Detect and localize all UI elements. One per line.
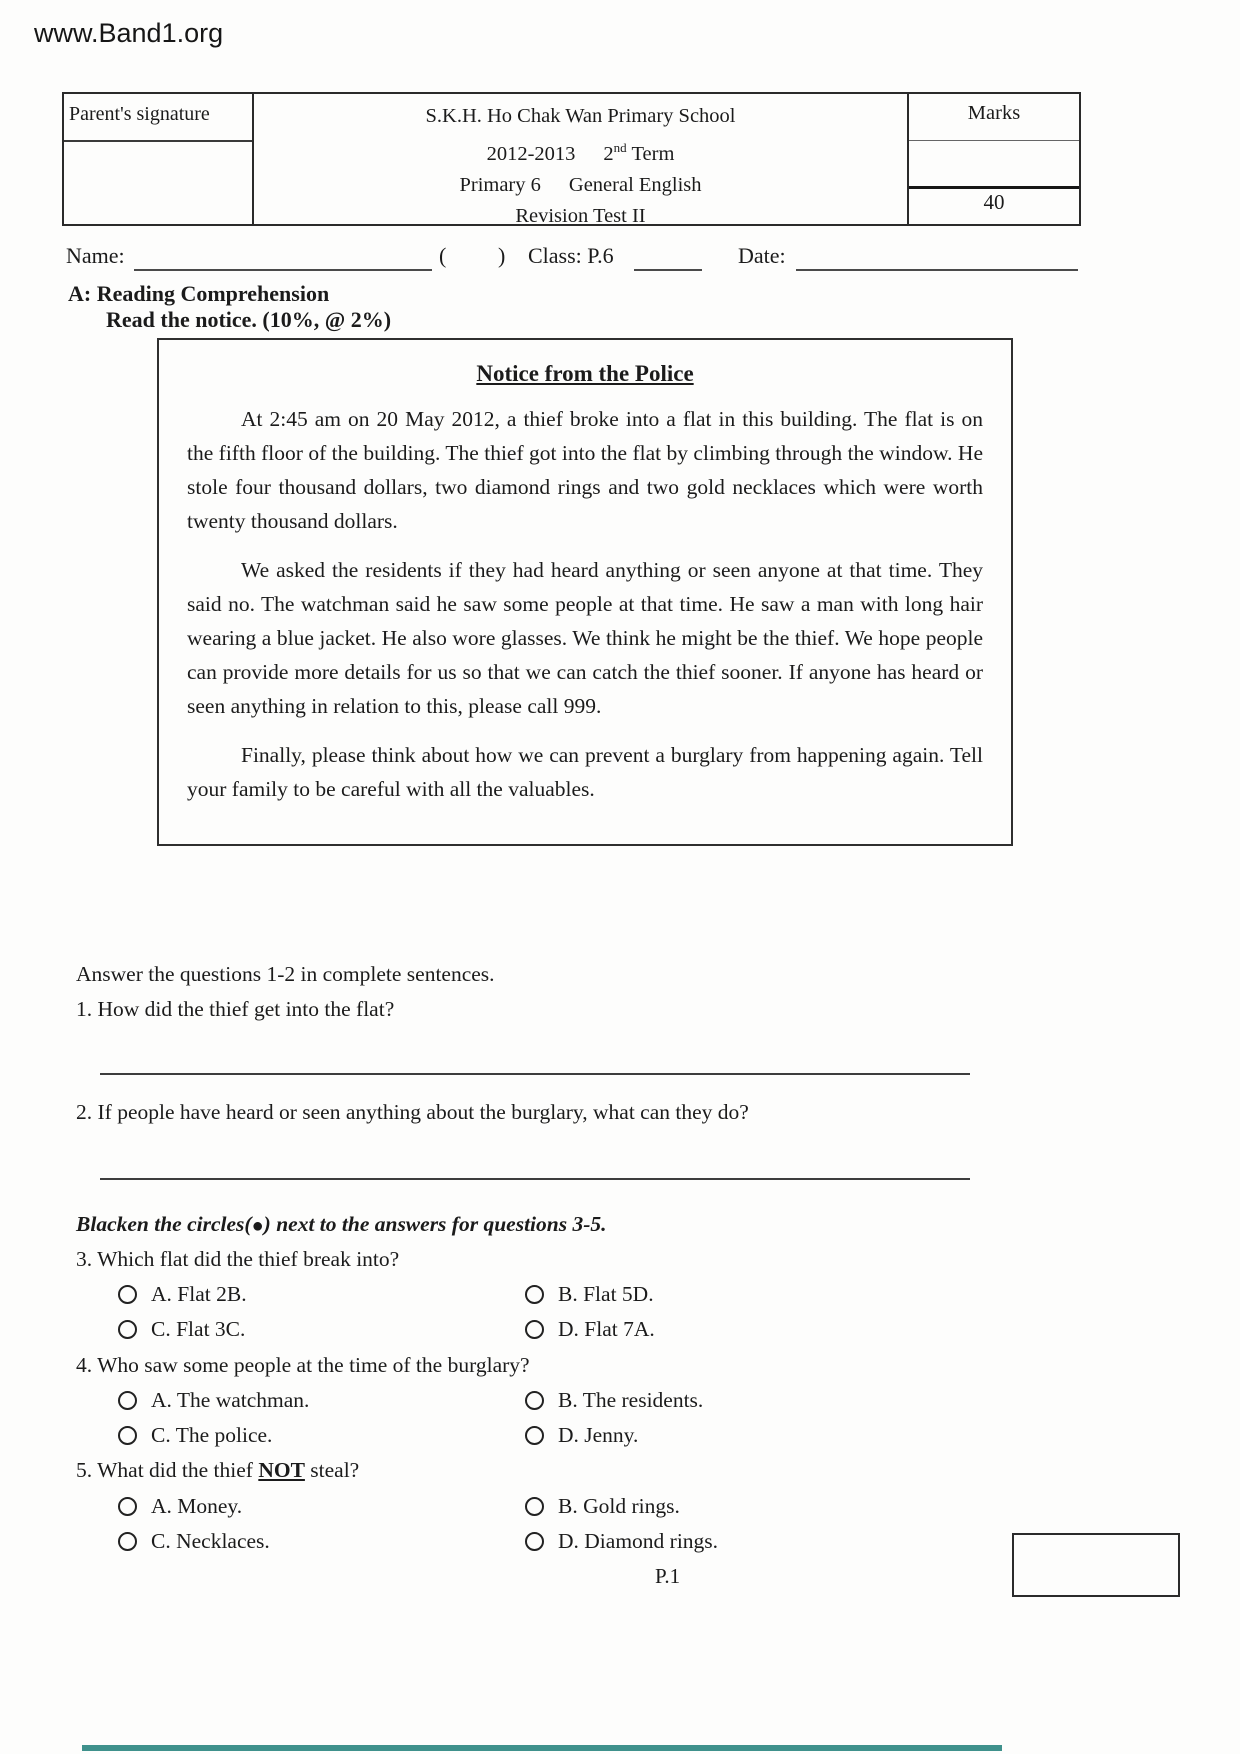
parent-signature-line[interactable] xyxy=(64,140,252,142)
notice-paragraph-3: Finally, please think about how we can prevent a burglary from happening again. Tell your family to be careful with all the valuables. xyxy=(187,743,983,801)
marks-total: 40 xyxy=(983,190,1005,214)
notice-title: Notice from the Police xyxy=(476,361,694,386)
question-2: 2. If people have heard or seen anything about the burglary, what can they do? xyxy=(76,1100,749,1124)
question-4: 4. Who saw some people at the time of the burglary? xyxy=(76,1353,530,1377)
section-a-subheading: Read the notice. (10%, @ 2%) xyxy=(106,307,392,332)
open-questions-instruction: Answer the questions 1-2 in complete sentences. xyxy=(76,962,495,986)
class-blank-field[interactable] xyxy=(634,243,702,271)
notice-paragraph-1: At 2:45 am on 20 May 2012, a thief broke into a flat in this building. The flat is on the fifth floor of the building. The thief got into the flat by climbing through the window. He stole four thousand dollars, two diamond rings and two gold necklaces which were worth twenty thousand dollars. xyxy=(187,407,983,533)
q3-option-b[interactable] xyxy=(525,1282,654,1307)
q4-option-a-label: A. The watchman. xyxy=(151,1388,310,1412)
school-year: 2012-2013 xyxy=(486,142,576,165)
term-ordinal-suffix: nd xyxy=(613,140,627,155)
q4-option-d[interactable] xyxy=(525,1423,638,1448)
question-5-not: NOT xyxy=(258,1458,305,1482)
marks-divider-top xyxy=(909,140,1079,141)
question-1-answer-line[interactable] xyxy=(100,1072,970,1075)
q4-option-d-circle[interactable] xyxy=(525,1426,544,1445)
q3-option-a[interactable] xyxy=(118,1282,247,1307)
q4-option-b[interactable] xyxy=(525,1388,703,1413)
class-number-paren-open: ( xyxy=(439,243,447,268)
q3-option-a-label: A. Flat 2B. xyxy=(151,1282,247,1306)
q3-option-d-circle[interactable] xyxy=(525,1320,544,1339)
notice-paragraph-2: We asked the residents if they had heard anything or seen anyone at that time. They said no. The watchman said he saw some people at that time. He saw a man with long hair wearing a blue jacket. He also wore glasses. We think he might be the thief. We hope people can provide more details for us so that we can catch the thief sooner. If anyone has heard or seen anything in relation to this, please call 999. xyxy=(187,558,983,718)
q5-option-b[interactable] xyxy=(525,1494,680,1519)
q3-option-c[interactable] xyxy=(118,1317,245,1342)
q4-option-c-circle[interactable] xyxy=(118,1426,137,1445)
filled-circle-icon: ● xyxy=(251,1215,264,1237)
term-number: 2 xyxy=(603,142,614,165)
q3-option-c-label: C. Flat 3C. xyxy=(151,1317,246,1341)
parent-signature-label: Parent's signature xyxy=(69,103,210,125)
mc-instruction-pre: Blacken the circles( xyxy=(76,1212,252,1236)
q5-option-c-circle[interactable] xyxy=(118,1532,137,1551)
q4-option-b-circle[interactable] xyxy=(525,1391,544,1410)
question-2-answer-line[interactable] xyxy=(100,1177,970,1180)
marks-divider-bottom xyxy=(909,186,1079,189)
bottom-scan-strip xyxy=(82,1745,1002,1751)
subject-name: General English xyxy=(568,173,702,196)
class-level: Primary 6 xyxy=(459,173,541,196)
question-1: 1. How did the thief get into the flat? xyxy=(76,997,395,1021)
question-3: 3. Which flat did the thief break into? xyxy=(76,1247,400,1271)
page-number: P.1 xyxy=(655,1564,681,1588)
q5-option-b-circle[interactable] xyxy=(525,1497,544,1516)
header-table xyxy=(62,92,1081,226)
question-5 xyxy=(76,1458,359,1483)
parent-signature-cell xyxy=(64,94,254,224)
q3-option-d[interactable] xyxy=(525,1317,655,1342)
mc-instruction-post: ) next to the answers for questions 3-5. xyxy=(263,1212,607,1236)
q4-option-a-circle[interactable] xyxy=(118,1391,137,1410)
q4-option-c[interactable] xyxy=(118,1423,272,1448)
q4-option-d-label: D. Jenny. xyxy=(558,1423,639,1447)
site-watermark: www.Band1.org xyxy=(34,18,224,48)
q5-option-c[interactable] xyxy=(118,1529,270,1554)
date-blank-field[interactable] xyxy=(796,243,1078,271)
q5-option-a-circle[interactable] xyxy=(118,1497,137,1516)
marks-cell xyxy=(907,94,1079,224)
q5-option-b-label: B. Gold rings. xyxy=(558,1494,680,1518)
term-word: Term xyxy=(631,142,675,165)
marks-label: Marks xyxy=(967,102,1021,124)
q5-option-a-label: A. Money. xyxy=(151,1494,243,1518)
school-year-term xyxy=(254,132,907,170)
q5-option-d[interactable] xyxy=(525,1529,718,1554)
q3-option-c-circle[interactable] xyxy=(118,1320,137,1339)
notice-box xyxy=(157,338,1013,846)
q3-option-a-circle[interactable] xyxy=(118,1285,137,1304)
q4-option-c-label: C. The police. xyxy=(151,1423,273,1447)
class-number-paren-close: ) xyxy=(498,243,506,268)
question-5-pre: 5. What did the thief xyxy=(76,1458,259,1482)
q3-option-b-label: B. Flat 5D. xyxy=(558,1282,654,1306)
q5-option-d-circle[interactable] xyxy=(525,1532,544,1551)
test-title: Revision Test II xyxy=(515,204,646,227)
q5-option-c-label: C. Necklaces. xyxy=(151,1529,270,1553)
name-label: Name: xyxy=(66,243,125,268)
section-a-heading: A: Reading Comprehension xyxy=(68,281,330,306)
class-subject xyxy=(254,170,907,201)
school-info-cell xyxy=(254,94,907,227)
score-box xyxy=(1012,1533,1180,1597)
name-blank-field[interactable] xyxy=(134,243,432,271)
date-label: Date: xyxy=(738,243,786,268)
q4-option-b-label: B. The residents. xyxy=(558,1388,704,1412)
q5-option-a[interactable] xyxy=(118,1494,242,1519)
q5-option-d-label: D. Diamond rings. xyxy=(558,1529,719,1553)
q3-option-d-label: D. Flat 7A. xyxy=(558,1317,655,1341)
class-label: Class: P.6 xyxy=(528,243,614,268)
student-info-row xyxy=(66,243,1078,279)
q4-option-a[interactable] xyxy=(118,1388,309,1413)
q3-option-b-circle[interactable] xyxy=(525,1285,544,1304)
question-5-post: steal? xyxy=(304,1458,360,1482)
mc-instruction xyxy=(76,1212,607,1237)
school-name: S.K.H. Ho Chak Wan Primary School xyxy=(425,105,736,127)
